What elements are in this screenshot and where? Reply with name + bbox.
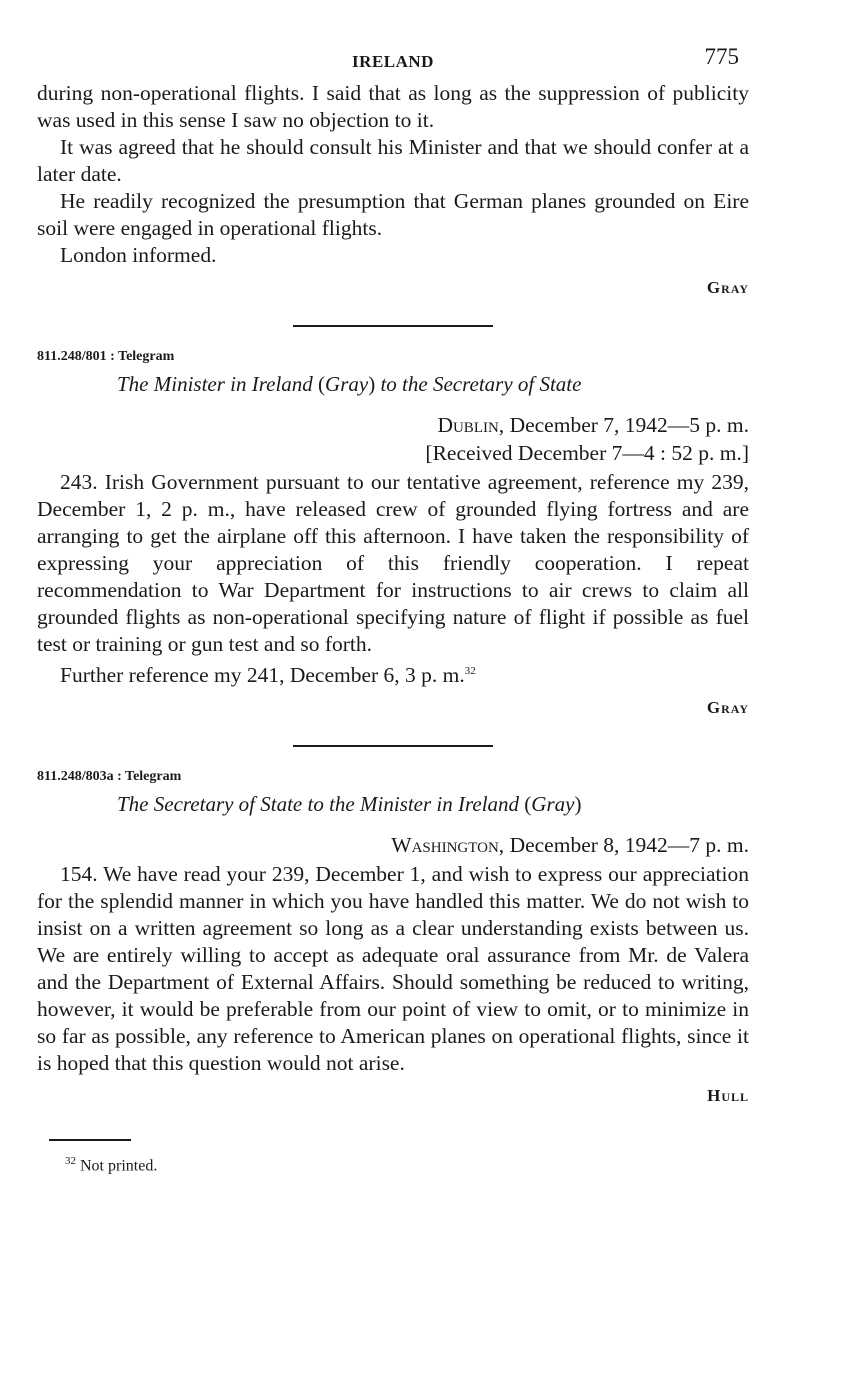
signature: Gray bbox=[706, 278, 749, 297]
paragraph: during non-operational flights. I said that as long as the suppression of publicity was used in this sense I saw no objection to it. bbox=[37, 81, 749, 132]
footnote bbox=[65, 1151, 749, 1176]
page-header bbox=[37, 40, 749, 80]
signature: Hull bbox=[707, 1086, 749, 1106]
dateline bbox=[37, 411, 749, 439]
dateline-place: Dublin, bbox=[437, 413, 505, 437]
paragraph: 243. Irish Government pursuant to our tentative agreement, reference my 239, December 1, 2 p. m., have released crew of grounded flying fortress and are arranging to get the airplane off this afternoon. I have taken the responsibility of expressing your appreciation of this friendly cooperation. I repeat recommendation to War Department for instructions to air crews to claim all grounded flights as non-operational specifying nature of flight if possible as fuel test or training or gun test and so forth. bbox=[37, 470, 749, 656]
section-divider bbox=[293, 325, 493, 327]
title-part: The Minister in Ireland bbox=[117, 372, 313, 396]
paragraph: London informed. bbox=[60, 243, 217, 267]
title-paren: ) bbox=[368, 372, 376, 396]
page-number: 775 bbox=[704, 44, 739, 69]
paragraph: It was agreed that he should consult his Minister and that we should confer at a later date. bbox=[37, 135, 749, 186]
paragraph-text: Further reference my 241, December 6, 3 p. m. bbox=[60, 663, 465, 688]
telegram-801 bbox=[37, 347, 749, 721]
dateline bbox=[37, 831, 749, 859]
footnote-divider bbox=[49, 1139, 131, 1141]
title-name: Gray bbox=[531, 792, 575, 817]
section-divider bbox=[293, 745, 493, 747]
signature: Gray bbox=[706, 698, 749, 718]
dateline-place: Washington, bbox=[391, 833, 505, 858]
title-part: to the Secretary of State bbox=[380, 372, 582, 396]
document-title bbox=[117, 789, 749, 819]
dateline-date: December 7, 1942—5 p. m. bbox=[509, 413, 749, 437]
file-reference: 811.248/801 : Telegram bbox=[37, 349, 175, 364]
telegram-body bbox=[37, 861, 749, 1077]
title-paren: ( bbox=[524, 792, 532, 817]
document-title bbox=[117, 369, 749, 399]
telegram-803a bbox=[37, 767, 749, 1109]
footnote-text: Not printed. bbox=[80, 1157, 158, 1175]
footnote-mark: 32 bbox=[65, 1155, 76, 1168]
document-page bbox=[37, 40, 749, 1176]
title-name: Gray bbox=[325, 372, 369, 396]
footnote-mark: 32 bbox=[464, 665, 476, 677]
paragraph bbox=[37, 658, 749, 689]
running-head: IRELAND bbox=[352, 52, 434, 71]
document-continuation bbox=[37, 80, 749, 301]
paragraph: 154. We have read your 239, December 1, and wish to express our appreciation for the splendid manner in which you have handled this matter. We do not wish to insist on a written agreement so long as a clear understanding exists between us. We are entirely willing to accept as adequate oral assurance from Mr. de Valera and the Department of External Affairs. Should something be reduced to writing, however, it would be preferable from our point of view to omit, or to minimize in so far as possible, any reference to American planes on operational flights, since it is hoped that this question would not arise. bbox=[37, 862, 749, 1076]
telegram-body bbox=[37, 469, 749, 689]
file-reference: 811.248/803a : Telegram bbox=[37, 769, 182, 785]
dateline-date: December 8, 1942—7 p. m. bbox=[509, 833, 749, 858]
received-line: [Received December 7—4 : 52 p. m.] bbox=[425, 441, 749, 465]
title-paren: ( bbox=[318, 372, 326, 396]
paragraph: He readily recognized the presumption that German planes grounded on Eire soil were engaged in operational flights. bbox=[37, 189, 749, 240]
title-part: The Secretary of State to the Minister in Ireland bbox=[117, 792, 520, 817]
title-paren: ) bbox=[574, 792, 582, 817]
